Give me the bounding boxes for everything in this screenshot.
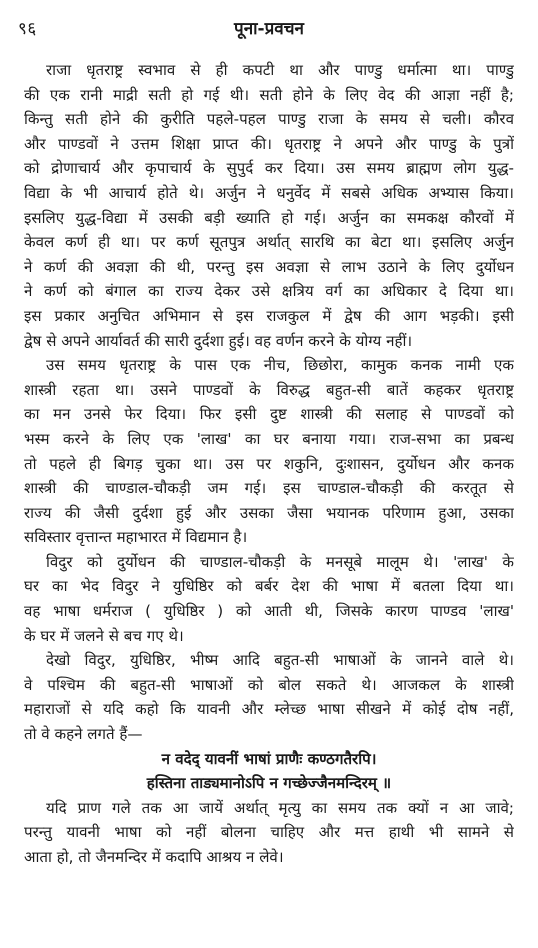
text-line: सविस्तार वृत्तान्त महाभारत में विद्यमान है।	[24, 528, 248, 547]
paragraph-3	[24, 550, 514, 648]
text-line: विदुर को दुर्योधन की चाण्डाल-चौकड़ी के मनसूबे मालूम थे। 'लाख' के	[46, 552, 514, 571]
text-line: तो पहले ही बिगड़ चुका था। उस पर शकुनि, दुःशासन, दुर्योधन और कनक	[24, 454, 514, 473]
text-line: विद्या के भी आचार्य होते थे। अर्जुन ने धनुर्वेद में सबसे अधिक अभ्यास किया।	[24, 183, 514, 202]
text-line: तो वे कहने लगते हैं—	[24, 725, 143, 744]
text-line: शास्त्री की चाण्डाल-चौकड़ी जम गई। इस चाण्डाल-चौकड़ी की करतूत से	[24, 479, 514, 498]
text-line: की एक रानी माद्री सती हो गई थी। सती होने के लिए वेद की आज्ञा नहीं है;	[24, 85, 514, 104]
text-line: महाराजों से यदि कहो कि यावनी और म्लेच्छ भाषा सीखने में कोई दोष नहीं,	[24, 700, 514, 719]
text-line: आता हो, तो जैनमन्दिर में कदापि आश्रय न लेवे।	[24, 848, 284, 866]
page-number: ९६	[18, 19, 37, 39]
sanskrit-verse	[24, 747, 514, 796]
running-title: पूना-प्रवचन	[234, 19, 304, 39]
text-line: परन्तु यावनी भाषा को नहीं बोलना चाहिए और मत्त हाथी भी सामने से	[24, 823, 514, 842]
text-line: राज्य की जैसी दुर्दशा हुई और उसका जैसा भयानक परिणाम हुआ, उसका	[24, 503, 514, 522]
text-line: ने कर्ण की अवज्ञा की थी, परन्तु इस अवज्ञा से लाभ उठाने के लिए दुर्योधन	[24, 257, 514, 276]
paragraph-4	[24, 648, 514, 746]
verse-line: हस्तिना ताड्यमानोऽपि न गच्छेज्जैनमन्दिरम् ॥	[146, 774, 392, 793]
text-line: भस्म करने के लिए एक 'लाख' का घर बनाया गया। राज-सभा का प्रबन्ध	[24, 429, 514, 448]
text-line: केवल कर्ण ही था। पर कर्ण सूतपुत्र अर्थात् सारथि का बेटा था। इसलिए अर्जुन	[24, 233, 514, 252]
text-line: यदि प्राण गले तक आ जायें अर्थात् मृत्यु का समय तक क्यों न आ जावे;	[46, 798, 514, 817]
paragraph-1	[24, 58, 514, 353]
body-text	[24, 58, 514, 870]
text-line: इसलिए युद्ध-विद्या में उसकी बड़ी ख्याति हो गई। अर्जुन का समकक्ष कौरवों में	[24, 208, 514, 227]
page-header	[18, 18, 520, 42]
text-line: के घर में जलने से बच गए थे।	[24, 626, 184, 645]
text-line: उस समय धृतराष्ट्र के पास एक नीच, छिछोरा, कामुक कनक नामी एक	[46, 356, 514, 375]
text-line: राजा धृतराष्ट्र स्वभाव से ही कपटी था और पाण्डु धर्मात्मा था। पाण्डु	[46, 61, 514, 79]
text-line: द्वेष से अपने आर्यावर्त की सारी दुर्दशा हुई। वह वर्णन करने के योग्य नहीं।	[24, 331, 413, 350]
text-line: किन्तु सती होने की कुरीति पहले-पहल पाण्डु राजा के समय से चली। कौरव	[24, 110, 514, 129]
paragraph-5	[24, 796, 514, 870]
text-line: का मन उनसे फेर दिया। फिर इसी दुष्ट शास्त्री की सलाह से पाण्डवों को	[24, 405, 514, 424]
text-line: ने कर्ण को बंगाल का राज्य देकर उसे क्षत्रिय वर्ग का अधिकार दे दिया था।	[24, 282, 514, 301]
text-line: और पाण्डवों ने उत्तम शिक्षा प्राप्त की। धृतराष्ट्र ने अपने और पाण्डु के पुत्रों	[24, 134, 514, 153]
text-line: वह भाषा धर्मराज ( युधिष्ठिर ) को आती थी, जिसके कारण पाण्डव 'लाख'	[24, 602, 514, 621]
text-line: शास्त्री रहता था। उसने पाण्डवों के विरुद्ध बहुत-सी बातें कहकर धृतराष्ट्र	[24, 380, 514, 399]
text-line: देखो विदुर, युधिष्ठिर, भीष्म आदि बहुत-सी भाषाओं के जानने वाले थे।	[46, 651, 514, 670]
text-line: घर का भेद विदुर ने युधिष्ठिर को बर्बर देश की भाषा में बतला दिया था।	[24, 577, 514, 596]
text-line: को द्रोणाचार्य और कृपाचार्य के सुपुर्द कर दिया। उस समय ब्राह्मण लोग युद्ध-	[24, 159, 514, 178]
paragraph-2	[24, 353, 514, 550]
verse-line: न वदेद् यावनीं भाषां प्राणैः कण्ठगतैरपि।	[161, 749, 377, 768]
text-line: वे पश्चिम की बहुत-सी भाषाओं को बोल सकते थे। आजकल के शास्त्री	[24, 675, 514, 694]
text-line: इस प्रकार अनुचित अभिमान से इस राजकुल में द्वेष की आग भड़की। इसी	[24, 306, 514, 325]
